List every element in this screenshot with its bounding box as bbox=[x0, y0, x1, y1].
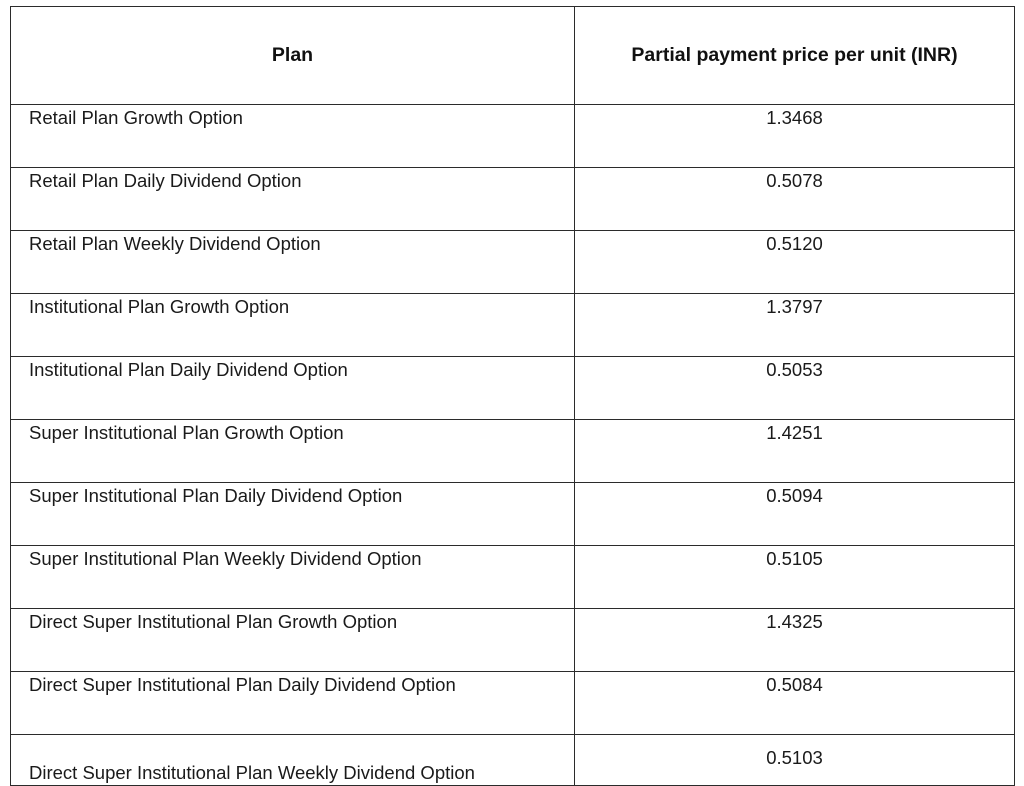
table-row bbox=[11, 672, 1015, 735]
table-row bbox=[11, 357, 1015, 420]
price-cell: 1.4251 bbox=[575, 420, 1015, 483]
plan-cell: Institutional Plan Daily Dividend Option bbox=[11, 357, 575, 420]
header-plan: Plan bbox=[11, 7, 575, 105]
price-cell: 0.5084 bbox=[575, 672, 1015, 735]
price-cell: 0.5053 bbox=[575, 357, 1015, 420]
price-cell: 1.3797 bbox=[575, 294, 1015, 357]
table-header bbox=[11, 7, 1015, 105]
price-cell: 1.3468 bbox=[575, 105, 1015, 168]
table-row bbox=[11, 231, 1015, 294]
plan-cell: Institutional Plan Growth Option bbox=[11, 294, 575, 357]
plan-cell: Retail Plan Growth Option bbox=[11, 105, 575, 168]
table-row bbox=[11, 168, 1015, 231]
price-cell: 0.5094 bbox=[575, 483, 1015, 546]
plan-cell: Super Institutional Plan Growth Option bbox=[11, 420, 575, 483]
plan-cell: Direct Super Institutional Plan Growth Option bbox=[11, 609, 575, 672]
price-cell: 0.5103 bbox=[575, 735, 1015, 786]
price-cell: 0.5120 bbox=[575, 231, 1015, 294]
price-cell: 0.5105 bbox=[575, 546, 1015, 609]
price-table bbox=[10, 6, 1015, 786]
plan-cell: Direct Super Institutional Plan Daily Dividend Option bbox=[11, 672, 575, 735]
header-price: Partial payment price per unit (INR) bbox=[575, 7, 1015, 105]
table-row bbox=[11, 546, 1015, 609]
plan-cell: Super Institutional Plan Daily Dividend Option bbox=[11, 483, 575, 546]
table-row bbox=[11, 735, 1015, 786]
price-cell: 1.4325 bbox=[575, 609, 1015, 672]
plan-cell: Direct Super Institutional Plan Weekly Dividend Option bbox=[11, 735, 575, 786]
price-cell: 0.5078 bbox=[575, 168, 1015, 231]
table-row bbox=[11, 105, 1015, 168]
table-row bbox=[11, 483, 1015, 546]
plan-cell: Super Institutional Plan Weekly Dividend Option bbox=[11, 546, 575, 609]
plan-cell: Retail Plan Daily Dividend Option bbox=[11, 168, 575, 231]
table-row bbox=[11, 420, 1015, 483]
table-row bbox=[11, 609, 1015, 672]
plan-cell: Retail Plan Weekly Dividend Option bbox=[11, 231, 575, 294]
table-body bbox=[11, 105, 1015, 786]
table-row bbox=[11, 294, 1015, 357]
header-row bbox=[11, 7, 1015, 105]
